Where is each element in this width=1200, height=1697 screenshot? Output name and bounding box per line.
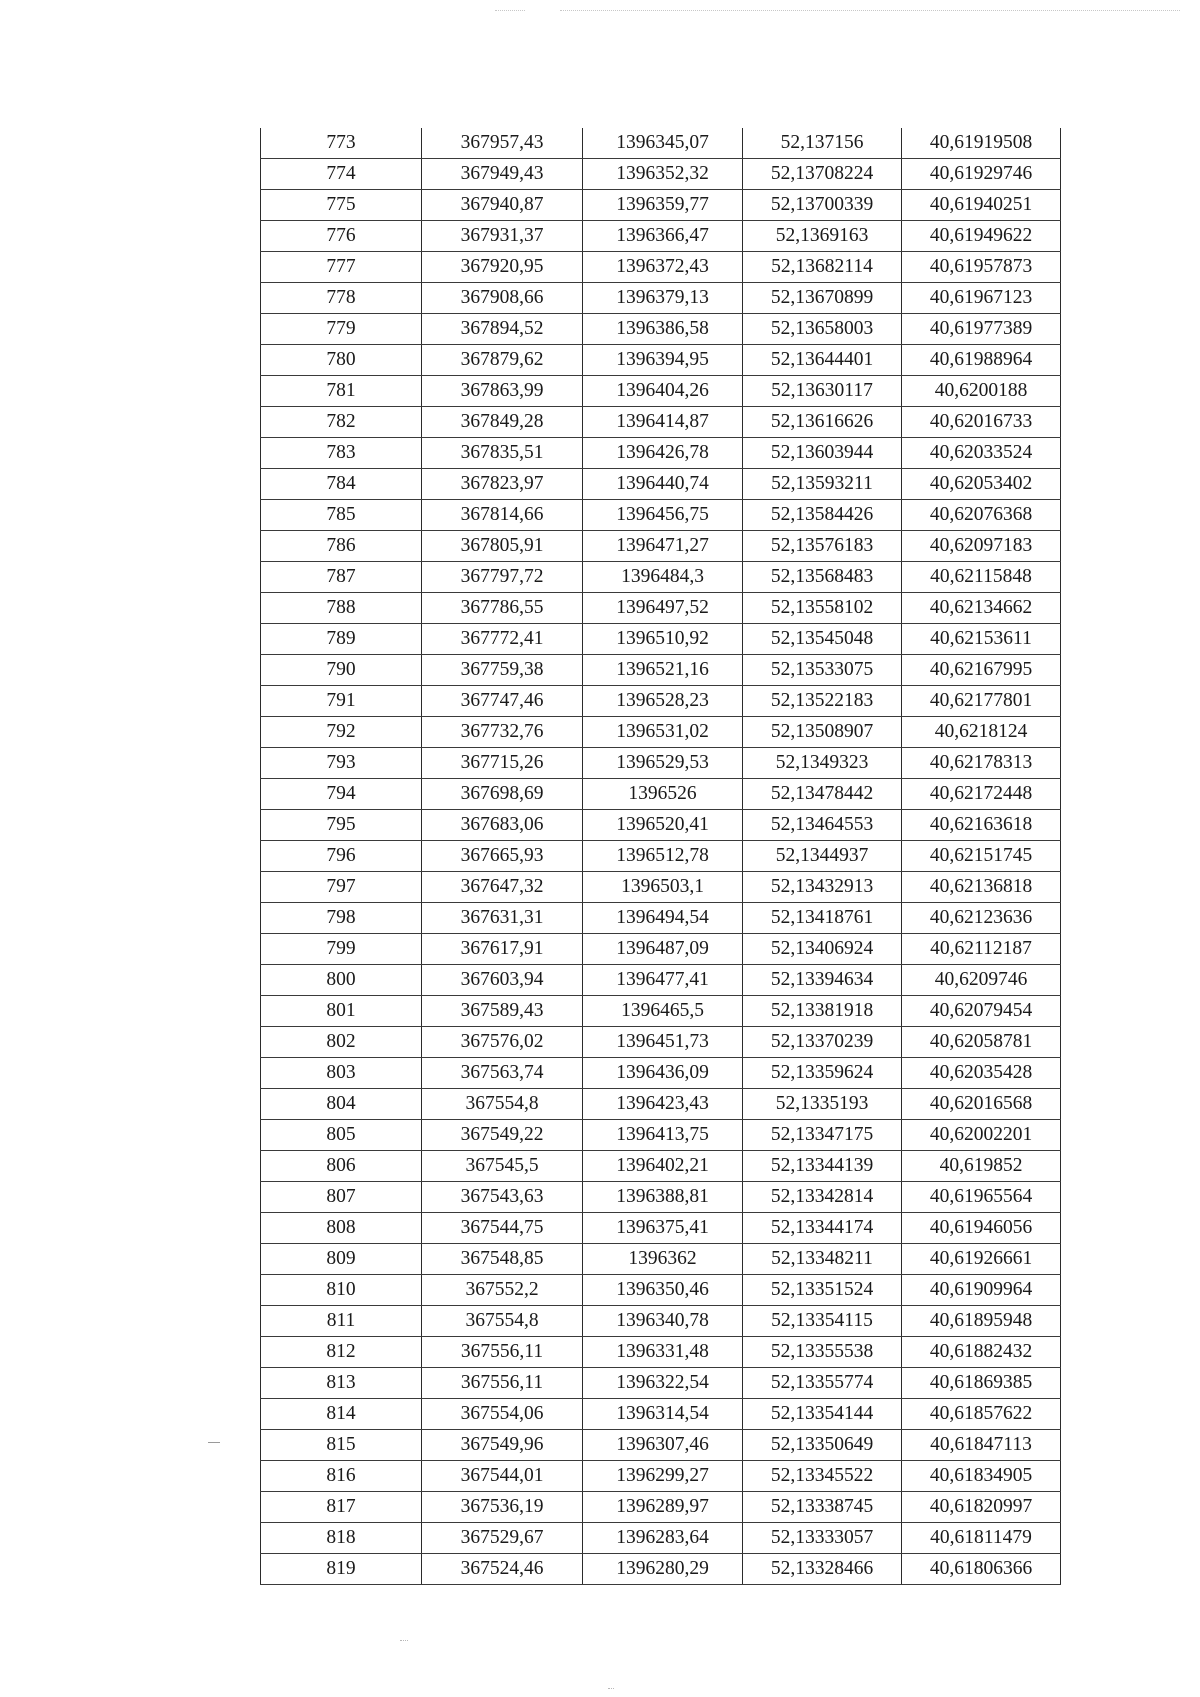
latitude-cell: 52,13603944: [743, 438, 902, 469]
x-coordinate-cell: 367536,19: [422, 1492, 583, 1523]
latitude-cell: 52,13381918: [743, 996, 902, 1027]
x-coordinate-cell: 367894,52: [422, 314, 583, 345]
x-coordinate-cell: 367576,02: [422, 1027, 583, 1058]
point-number-cell: 801: [261, 996, 422, 1027]
latitude-cell: 52,13344174: [743, 1213, 902, 1244]
table-row: [261, 717, 1061, 748]
y-coordinate-cell: 1396440,74: [583, 469, 743, 500]
table-row: [261, 376, 1061, 407]
y-coordinate-cell: 1396394,95: [583, 345, 743, 376]
latitude-cell: 52,13359624: [743, 1058, 902, 1089]
point-number-cell: 777: [261, 252, 422, 283]
y-coordinate-cell: 1396414,87: [583, 407, 743, 438]
longitude-cell: 40,61946056: [902, 1213, 1061, 1244]
table-row: [261, 810, 1061, 841]
latitude-cell: 52,13558102: [743, 593, 902, 624]
point-number-cell: 814: [261, 1399, 422, 1430]
point-number-cell: 795: [261, 810, 422, 841]
table-row: [261, 593, 1061, 624]
y-coordinate-cell: 1396497,52: [583, 593, 743, 624]
y-coordinate-cell: 1396388,81: [583, 1182, 743, 1213]
longitude-cell: 40,61857622: [902, 1399, 1061, 1430]
y-coordinate-cell: 1396289,97: [583, 1492, 743, 1523]
point-number-cell: 808: [261, 1213, 422, 1244]
table-row: [261, 314, 1061, 345]
y-coordinate-cell: 1396471,27: [583, 531, 743, 562]
longitude-cell: 40,62053402: [902, 469, 1061, 500]
table-row: [261, 438, 1061, 469]
y-coordinate-cell: 1396487,09: [583, 934, 743, 965]
point-number-cell: 790: [261, 655, 422, 686]
table-row: [261, 1523, 1061, 1554]
y-coordinate-cell: 1396314,54: [583, 1399, 743, 1430]
x-coordinate-cell: 367732,76: [422, 717, 583, 748]
table-row: [261, 996, 1061, 1027]
latitude-cell: 52,13576183: [743, 531, 902, 562]
point-number-cell: 811: [261, 1306, 422, 1337]
table-row: [261, 1492, 1061, 1523]
y-coordinate-cell: 1396362: [583, 1244, 743, 1275]
y-coordinate-cell: 1396375,41: [583, 1213, 743, 1244]
y-coordinate-cell: 1396423,43: [583, 1089, 743, 1120]
longitude-cell: 40,61919508: [902, 128, 1061, 159]
point-number-cell: 793: [261, 748, 422, 779]
point-number-cell: 796: [261, 841, 422, 872]
x-coordinate-cell: 367823,97: [422, 469, 583, 500]
longitude-cell: 40,61882432: [902, 1337, 1061, 1368]
table-row: [261, 1554, 1061, 1585]
x-coordinate-cell: 367524,46: [422, 1554, 583, 1585]
point-number-cell: 780: [261, 345, 422, 376]
point-number-cell: 773: [261, 128, 422, 159]
y-coordinate-cell: 1396386,58: [583, 314, 743, 345]
x-coordinate-cell: 367908,66: [422, 283, 583, 314]
point-number-cell: 779: [261, 314, 422, 345]
x-coordinate-cell: 367617,91: [422, 934, 583, 965]
point-number-cell: 797: [261, 872, 422, 903]
longitude-cell: 40,6218124: [902, 717, 1061, 748]
longitude-cell: 40,61869385: [902, 1368, 1061, 1399]
table-row: [261, 283, 1061, 314]
table-row: [261, 1151, 1061, 1182]
y-coordinate-cell: 1396402,21: [583, 1151, 743, 1182]
longitude-cell: 40,62076368: [902, 500, 1061, 531]
latitude-cell: 52,13584426: [743, 500, 902, 531]
point-number-cell: 812: [261, 1337, 422, 1368]
latitude-cell: 52,13350649: [743, 1430, 902, 1461]
latitude-cell: 52,13432913: [743, 872, 902, 903]
y-coordinate-cell: 1396528,23: [583, 686, 743, 717]
y-coordinate-cell: 1396359,77: [583, 190, 743, 221]
latitude-cell: 52,13354115: [743, 1306, 902, 1337]
point-number-cell: 788: [261, 593, 422, 624]
longitude-cell: 40,61834905: [902, 1461, 1061, 1492]
x-coordinate-cell: 367949,43: [422, 159, 583, 190]
latitude-cell: 52,13394634: [743, 965, 902, 996]
y-coordinate-cell: 1396322,54: [583, 1368, 743, 1399]
y-coordinate-cell: 1396404,26: [583, 376, 743, 407]
latitude-cell: 52,1335193: [743, 1089, 902, 1120]
x-coordinate-cell: 367814,66: [422, 500, 583, 531]
point-number-cell: 817: [261, 1492, 422, 1523]
table-row: [261, 1461, 1061, 1492]
x-coordinate-cell: 367529,67: [422, 1523, 583, 1554]
latitude-cell: 52,13508907: [743, 717, 902, 748]
x-coordinate-cell: 367715,26: [422, 748, 583, 779]
latitude-cell: 52,13370239: [743, 1027, 902, 1058]
longitude-cell: 40,61806366: [902, 1554, 1061, 1585]
coordinates-table: [260, 128, 1061, 1585]
table-row: [261, 779, 1061, 810]
y-coordinate-cell: 1396503,1: [583, 872, 743, 903]
point-number-cell: 783: [261, 438, 422, 469]
margin-mark: [208, 1442, 220, 1443]
y-coordinate-cell: 1396340,78: [583, 1306, 743, 1337]
x-coordinate-cell: 367835,51: [422, 438, 583, 469]
y-coordinate-cell: 1396512,78: [583, 841, 743, 872]
point-number-cell: 774: [261, 159, 422, 190]
point-number-cell: 807: [261, 1182, 422, 1213]
point-number-cell: 816: [261, 1461, 422, 1492]
latitude-cell: 52,13644401: [743, 345, 902, 376]
latitude-cell: 52,13347175: [743, 1120, 902, 1151]
table-row: [261, 128, 1061, 159]
longitude-cell: 40,62016568: [902, 1089, 1061, 1120]
table-row: [261, 1368, 1061, 1399]
y-coordinate-cell: 1396484,3: [583, 562, 743, 593]
point-number-cell: 802: [261, 1027, 422, 1058]
x-coordinate-cell: 367544,75: [422, 1213, 583, 1244]
point-number-cell: 778: [261, 283, 422, 314]
longitude-cell: 40,62134662: [902, 593, 1061, 624]
y-coordinate-cell: 1396426,78: [583, 438, 743, 469]
x-coordinate-cell: 367879,62: [422, 345, 583, 376]
table-row: [261, 1213, 1061, 1244]
y-coordinate-cell: 1396521,16: [583, 655, 743, 686]
x-coordinate-cell: 367797,72: [422, 562, 583, 593]
table-row: [261, 190, 1061, 221]
longitude-cell: 40,6209746: [902, 965, 1061, 996]
latitude-cell: 52,13342814: [743, 1182, 902, 1213]
table-row: [261, 934, 1061, 965]
point-number-cell: 799: [261, 934, 422, 965]
latitude-cell: 52,13406924: [743, 934, 902, 965]
point-number-cell: 775: [261, 190, 422, 221]
longitude-cell: 40,62033524: [902, 438, 1061, 469]
latitude-cell: 52,13670899: [743, 283, 902, 314]
x-coordinate-cell: 367554,8: [422, 1089, 583, 1120]
y-coordinate-cell: 1396283,64: [583, 1523, 743, 1554]
x-coordinate-cell: 367805,91: [422, 531, 583, 562]
point-number-cell: 792: [261, 717, 422, 748]
scan-artifact-top-short: [495, 10, 525, 11]
table-row: [261, 1399, 1061, 1430]
y-coordinate-cell: 1396307,46: [583, 1430, 743, 1461]
x-coordinate-cell: 367683,06: [422, 810, 583, 841]
y-coordinate-cell: 1396456,75: [583, 500, 743, 531]
table-row: [261, 1058, 1061, 1089]
y-coordinate-cell: 1396413,75: [583, 1120, 743, 1151]
latitude-cell: 52,13545048: [743, 624, 902, 655]
longitude-cell: 40,62115848: [902, 562, 1061, 593]
latitude-cell: 52,1349323: [743, 748, 902, 779]
longitude-cell: 40,61811479: [902, 1523, 1061, 1554]
scan-artifact-top: [560, 10, 1180, 11]
x-coordinate-cell: 367563,74: [422, 1058, 583, 1089]
longitude-cell: 40,62172448: [902, 779, 1061, 810]
table-row: [261, 562, 1061, 593]
longitude-cell: 40,62097183: [902, 531, 1061, 562]
y-coordinate-cell: 1396494,54: [583, 903, 743, 934]
longitude-cell: 40,61957873: [902, 252, 1061, 283]
table-row: [261, 345, 1061, 376]
latitude-cell: 52,13338745: [743, 1492, 902, 1523]
point-number-cell: 786: [261, 531, 422, 562]
point-number-cell: 785: [261, 500, 422, 531]
longitude-cell: 40,6200188: [902, 376, 1061, 407]
latitude-cell: 52,13348211: [743, 1244, 902, 1275]
latitude-cell: 52,13333057: [743, 1523, 902, 1554]
y-coordinate-cell: 1396331,48: [583, 1337, 743, 1368]
longitude-cell: 40,61820997: [902, 1492, 1061, 1523]
latitude-cell: 52,13522183: [743, 686, 902, 717]
point-number-cell: 784: [261, 469, 422, 500]
longitude-cell: 40,62002201: [902, 1120, 1061, 1151]
point-number-cell: 803: [261, 1058, 422, 1089]
longitude-cell: 40,61949622: [902, 221, 1061, 252]
longitude-cell: 40,61977389: [902, 314, 1061, 345]
longitude-cell: 40,61847113: [902, 1430, 1061, 1461]
x-coordinate-cell: 367549,22: [422, 1120, 583, 1151]
table-row: [261, 748, 1061, 779]
latitude-cell: 52,13593211: [743, 469, 902, 500]
y-coordinate-cell: 1396280,29: [583, 1554, 743, 1585]
point-number-cell: 789: [261, 624, 422, 655]
point-number-cell: 813: [261, 1368, 422, 1399]
latitude-cell: 52,13344139: [743, 1151, 902, 1182]
x-coordinate-cell: 367849,28: [422, 407, 583, 438]
y-coordinate-cell: 1396520,41: [583, 810, 743, 841]
x-coordinate-cell: 367556,11: [422, 1337, 583, 1368]
longitude-cell: 40,61895948: [902, 1306, 1061, 1337]
table-row: [261, 252, 1061, 283]
latitude-cell: 52,1369163: [743, 221, 902, 252]
x-coordinate-cell: 367631,31: [422, 903, 583, 934]
table-row: [261, 624, 1061, 655]
x-coordinate-cell: 367920,95: [422, 252, 583, 283]
y-coordinate-cell: 1396366,47: [583, 221, 743, 252]
point-number-cell: 782: [261, 407, 422, 438]
longitude-cell: 40,62151745: [902, 841, 1061, 872]
longitude-cell: 40,62163618: [902, 810, 1061, 841]
longitude-cell: 40,61940251: [902, 190, 1061, 221]
y-coordinate-cell: 1396352,32: [583, 159, 743, 190]
x-coordinate-cell: 367548,85: [422, 1244, 583, 1275]
y-coordinate-cell: 1396345,07: [583, 128, 743, 159]
x-coordinate-cell: 367544,01: [422, 1461, 583, 1492]
y-coordinate-cell: 1396436,09: [583, 1058, 743, 1089]
longitude-cell: 40,61926661: [902, 1244, 1061, 1275]
latitude-cell: 52,13708224: [743, 159, 902, 190]
table-row: [261, 903, 1061, 934]
coordinates-table-body: [261, 128, 1061, 1585]
scan-artifact-bottom-2: [608, 1688, 614, 1689]
y-coordinate-cell: 1396477,41: [583, 965, 743, 996]
table-row: [261, 655, 1061, 686]
longitude-cell: 40,62178313: [902, 748, 1061, 779]
longitude-cell: 40,62123636: [902, 903, 1061, 934]
longitude-cell: 40,61988964: [902, 345, 1061, 376]
longitude-cell: 40,61909964: [902, 1275, 1061, 1306]
x-coordinate-cell: 367603,94: [422, 965, 583, 996]
longitude-cell: 40,61967123: [902, 283, 1061, 314]
table-row: [261, 1306, 1061, 1337]
table-row: [261, 1182, 1061, 1213]
x-coordinate-cell: 367863,99: [422, 376, 583, 407]
y-coordinate-cell: 1396372,43: [583, 252, 743, 283]
point-number-cell: 776: [261, 221, 422, 252]
y-coordinate-cell: 1396299,27: [583, 1461, 743, 1492]
latitude-cell: 52,1344937: [743, 841, 902, 872]
longitude-cell: 40,62016733: [902, 407, 1061, 438]
table-row: [261, 531, 1061, 562]
point-number-cell: 804: [261, 1089, 422, 1120]
x-coordinate-cell: 367647,32: [422, 872, 583, 903]
point-number-cell: 794: [261, 779, 422, 810]
longitude-cell: 40,62167995: [902, 655, 1061, 686]
table-row: [261, 1430, 1061, 1461]
x-coordinate-cell: 367554,06: [422, 1399, 583, 1430]
table-row: [261, 1275, 1061, 1306]
table-row: [261, 469, 1061, 500]
latitude-cell: 52,13630117: [743, 376, 902, 407]
point-number-cell: 791: [261, 686, 422, 717]
point-number-cell: 819: [261, 1554, 422, 1585]
point-number-cell: 809: [261, 1244, 422, 1275]
point-number-cell: 818: [261, 1523, 422, 1554]
latitude-cell: 52,13355774: [743, 1368, 902, 1399]
table-row: [261, 1244, 1061, 1275]
table-row: [261, 686, 1061, 717]
latitude-cell: 52,13658003: [743, 314, 902, 345]
table-row: [261, 841, 1061, 872]
x-coordinate-cell: 367549,96: [422, 1430, 583, 1461]
latitude-cell: 52,13700339: [743, 190, 902, 221]
table-row: [261, 159, 1061, 190]
y-coordinate-cell: 1396531,02: [583, 717, 743, 748]
latitude-cell: 52,13568483: [743, 562, 902, 593]
table-row: [261, 872, 1061, 903]
longitude-cell: 40,62035428: [902, 1058, 1061, 1089]
longitude-cell: 40,62177801: [902, 686, 1061, 717]
longitude-cell: 40,619852: [902, 1151, 1061, 1182]
longitude-cell: 40,61929746: [902, 159, 1061, 190]
latitude-cell: 52,13464553: [743, 810, 902, 841]
point-number-cell: 810: [261, 1275, 422, 1306]
longitude-cell: 40,62079454: [902, 996, 1061, 1027]
longitude-cell: 40,62153611: [902, 624, 1061, 655]
x-coordinate-cell: 367554,8: [422, 1306, 583, 1337]
x-coordinate-cell: 367931,37: [422, 221, 583, 252]
latitude-cell: 52,13328466: [743, 1554, 902, 1585]
table-row: [261, 1120, 1061, 1151]
y-coordinate-cell: 1396465,5: [583, 996, 743, 1027]
latitude-cell: 52,13616626: [743, 407, 902, 438]
table-row: [261, 1337, 1061, 1368]
x-coordinate-cell: 367545,5: [422, 1151, 583, 1182]
latitude-cell: 52,13355538: [743, 1337, 902, 1368]
point-number-cell: 805: [261, 1120, 422, 1151]
y-coordinate-cell: 1396451,73: [583, 1027, 743, 1058]
x-coordinate-cell: 367552,2: [422, 1275, 583, 1306]
longitude-cell: 40,62136818: [902, 872, 1061, 903]
longitude-cell: 40,61965564: [902, 1182, 1061, 1213]
point-number-cell: 806: [261, 1151, 422, 1182]
latitude-cell: 52,13354144: [743, 1399, 902, 1430]
table-row: [261, 500, 1061, 531]
table-row: [261, 407, 1061, 438]
table-row: [261, 1027, 1061, 1058]
point-number-cell: 787: [261, 562, 422, 593]
x-coordinate-cell: 367786,55: [422, 593, 583, 624]
x-coordinate-cell: 367772,41: [422, 624, 583, 655]
table-row: [261, 1089, 1061, 1120]
point-number-cell: 815: [261, 1430, 422, 1461]
y-coordinate-cell: 1396529,53: [583, 748, 743, 779]
point-number-cell: 798: [261, 903, 422, 934]
y-coordinate-cell: 1396379,13: [583, 283, 743, 314]
x-coordinate-cell: 367543,63: [422, 1182, 583, 1213]
x-coordinate-cell: 367556,11: [422, 1368, 583, 1399]
x-coordinate-cell: 367589,43: [422, 996, 583, 1027]
longitude-cell: 40,62058781: [902, 1027, 1061, 1058]
x-coordinate-cell: 367940,87: [422, 190, 583, 221]
x-coordinate-cell: 367747,46: [422, 686, 583, 717]
y-coordinate-cell: 1396510,92: [583, 624, 743, 655]
x-coordinate-cell: 367957,43: [422, 128, 583, 159]
latitude-cell: 52,13682114: [743, 252, 902, 283]
scan-artifact-bottom: [400, 1640, 408, 1641]
point-number-cell: 781: [261, 376, 422, 407]
latitude-cell: 52,13418761: [743, 903, 902, 934]
latitude-cell: 52,13351524: [743, 1275, 902, 1306]
latitude-cell: 52,13533075: [743, 655, 902, 686]
x-coordinate-cell: 367698,69: [422, 779, 583, 810]
latitude-cell: 52,13478442: [743, 779, 902, 810]
point-number-cell: 800: [261, 965, 422, 996]
table-row: [261, 221, 1061, 252]
table-row: [261, 965, 1061, 996]
x-coordinate-cell: 367759,38: [422, 655, 583, 686]
y-coordinate-cell: 1396526: [583, 779, 743, 810]
longitude-cell: 40,62112187: [902, 934, 1061, 965]
y-coordinate-cell: 1396350,46: [583, 1275, 743, 1306]
x-coordinate-cell: 367665,93: [422, 841, 583, 872]
latitude-cell: 52,137156: [743, 128, 902, 159]
latitude-cell: 52,13345522: [743, 1461, 902, 1492]
